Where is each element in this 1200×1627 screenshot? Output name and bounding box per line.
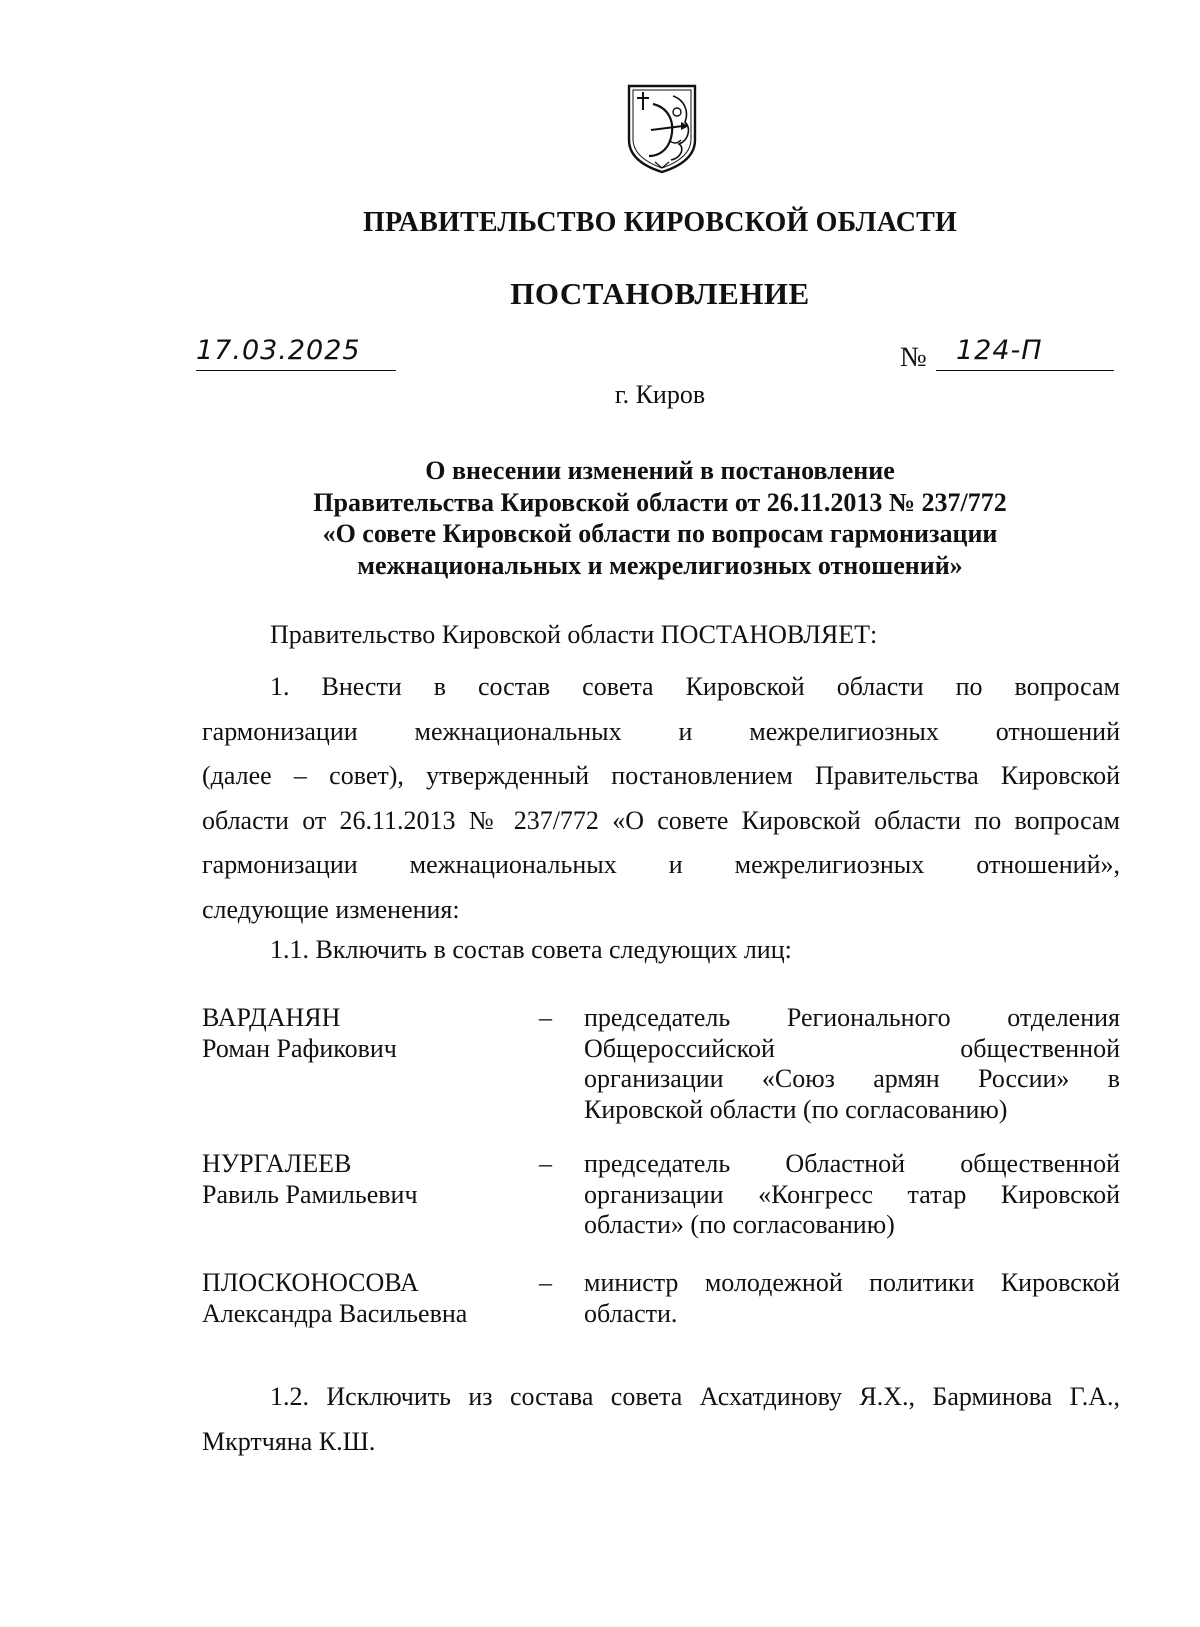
paragraph-line: области от 26.11.2013 № 237/772 «О совете Кировской области по вопросам	[202, 805, 1120, 835]
role-line: председатель Областной общественной	[584, 1149, 1120, 1178]
member-surname: НУРГАЛЕЕВ	[202, 1149, 352, 1178]
paragraph-line: Мкртчяна К.Ш.	[202, 1426, 376, 1456]
paragraph-1-2	[202, 1375, 1120, 1464]
subject-line: О внесении изменений в постановление	[425, 456, 895, 485]
role-line: области.	[584, 1298, 678, 1328]
member-name	[202, 1003, 532, 1064]
role-line: Кировской области (по согласованию)	[584, 1094, 1008, 1124]
member-surname: ВАРДАНЯН	[202, 1003, 341, 1032]
role-line: организации «Союз армян России» в	[584, 1064, 1120, 1093]
handwritten-date: 17.03.2025	[196, 335, 361, 366]
paragraph-line: 1.2. Исключить из состава совета Асхатдинову Я.Х., Барминова Г.А.,	[270, 1382, 1120, 1411]
organization-title: ПРАВИТЕЛЬСТВО КИРОВСКОЙ ОБЛАСТИ	[362, 207, 957, 238]
role-line: области» (по согласованию)	[584, 1210, 895, 1239]
member-given-name: Роман Рафикович	[202, 1033, 397, 1063]
member-dash: –	[539, 1003, 552, 1032]
paragraph-1	[202, 665, 1120, 932]
role-line: министр молодежной политики Кировской	[584, 1268, 1120, 1297]
subject-line: «О совете Кировской области по вопросам гармонизации	[322, 519, 998, 548]
resolution-intro: Правительство Кировской области ПОСТАНОВЛЯЕТ:	[270, 620, 878, 649]
handwritten-number: 124-П	[956, 335, 1043, 366]
member-dash: –	[539, 1268, 552, 1297]
number-label: №	[900, 342, 927, 373]
member-surname: ПЛОСКОНОСОВА	[202, 1268, 419, 1297]
kirov-coat-of-arms-icon	[625, 82, 699, 174]
paragraph-line: гармонизации межнациональных и межрелигиозных отношений»,	[202, 850, 1120, 879]
paragraph-line: 1. Внести в состав совета Кировской области по вопросам	[270, 672, 1120, 701]
subparagraph-1-1: 1.1. Включить в состав совета следующих лиц:	[270, 935, 792, 964]
member-name	[202, 1268, 532, 1329]
role-line: организации «Конгресс татар Кировской	[584, 1179, 1120, 1209]
date-field	[196, 336, 396, 371]
member-role	[584, 1149, 1120, 1241]
role-line: председатель Регионального отделения	[584, 1003, 1120, 1032]
subject-line: межнациональных и межрелигиозных отношений»	[357, 550, 963, 580]
role-line: Общероссийской общественной	[584, 1033, 1120, 1063]
member-given-name: Равиль Рамильевич	[202, 1179, 418, 1209]
member-role	[584, 1003, 1120, 1125]
paragraph-line: (далее – совет), утвержденный постановлением Правительства Кировской	[202, 761, 1120, 790]
member-role	[584, 1268, 1120, 1329]
number-field	[936, 336, 1114, 371]
subject-line: Правительства Кировской области от 26.11.2013 № 237/772	[313, 487, 1007, 517]
document-subject	[0, 455, 1200, 581]
member-name	[202, 1149, 532, 1210]
city-label: г. Киров	[614, 380, 706, 409]
document-type-title: ПОСТАНОВЛЕНИЕ	[510, 276, 810, 311]
member-dash: –	[539, 1149, 552, 1178]
member-given-name: Александра Васильевна	[202, 1298, 468, 1328]
paragraph-line: гармонизации межнациональных и межрелигиозных отношений	[202, 716, 1120, 746]
paragraph-line: следующие изменения:	[202, 894, 460, 924]
